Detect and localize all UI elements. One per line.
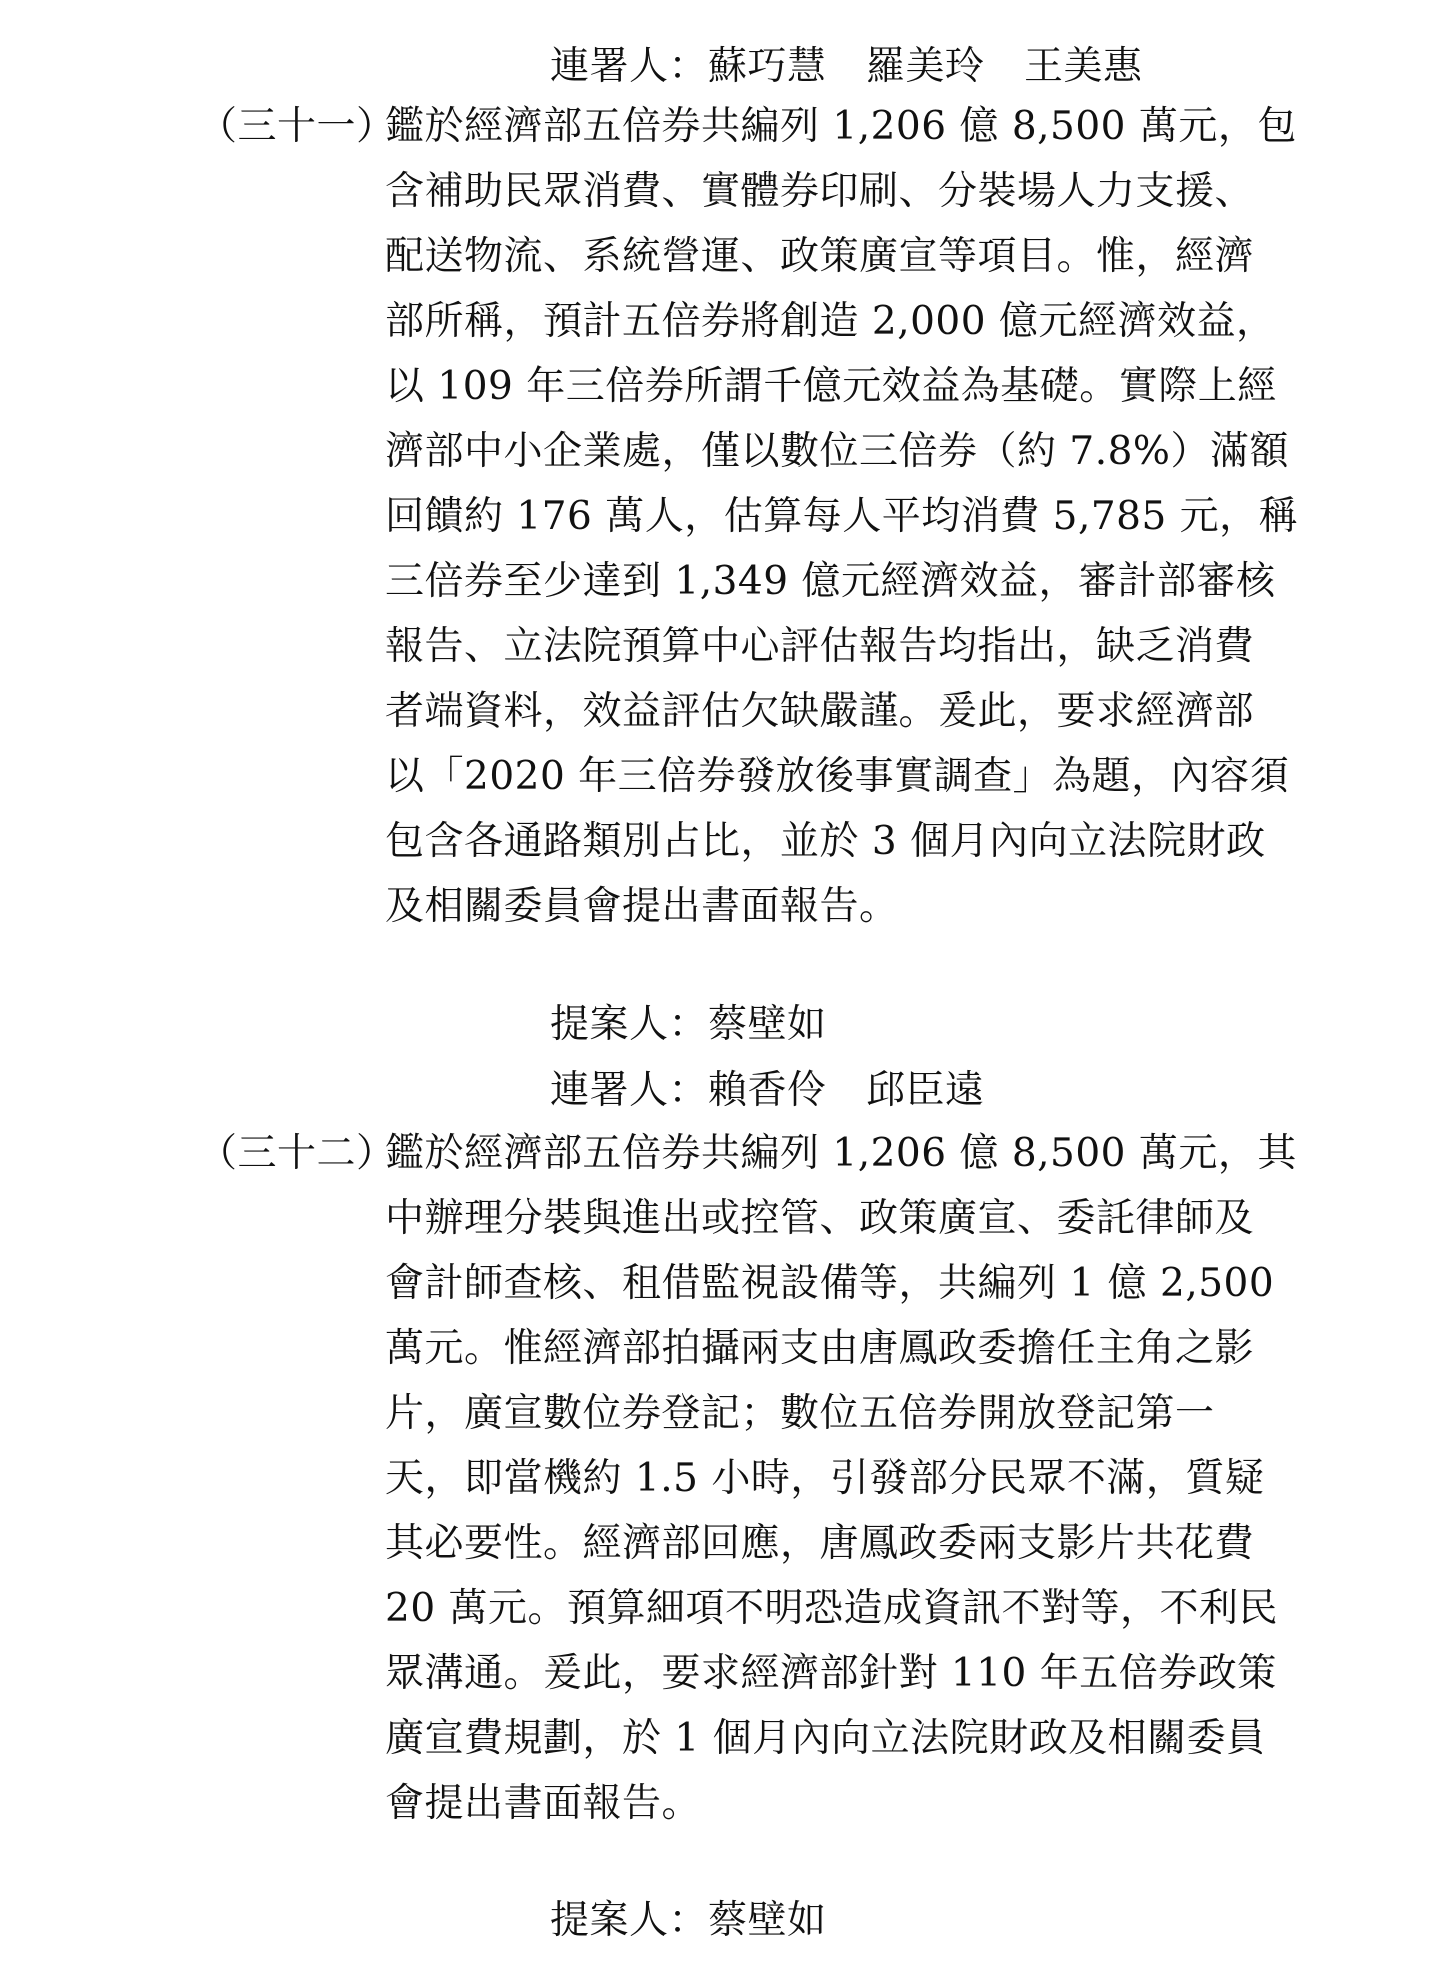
- paragraph-line: 片，廣宣數位券登記；數位五倍券開放登記第一: [385, 1391, 1215, 1436]
- paragraph-line: 回饋約 176 萬人，估算每人平均消費 5,785 元，稱: [385, 494, 1299, 539]
- paragraph-line: 報告、立法院預算中心評估報告均指出，缺乏消費: [385, 624, 1255, 669]
- paragraph-line: 天，即當機約 1.5 小時，引發部分民眾不滿，質疑: [385, 1456, 1265, 1501]
- paragraph-line: 鑑於經濟部五倍券共編列 1,206 億 8,500 萬元，包: [385, 104, 1297, 149]
- paragraph-line: 者端資料，效益評估欠缺嚴謹。爰此，要求經濟部: [385, 689, 1255, 734]
- item-label: （三十二）: [198, 1131, 396, 1176]
- paragraph-line: 會提出書面報告。: [385, 1781, 702, 1826]
- paragraph-line: 鑑於經濟部五倍券共編列 1,206 億 8,500 萬元，其: [385, 1131, 1297, 1176]
- paragraph-line: 三倍券至少達到 1,349 億元經濟效益，審計部審核: [385, 559, 1276, 604]
- cosigners-top: 連署人：蘇巧慧 羅美玲 王美惠: [550, 44, 1143, 89]
- paragraph-line: 及相關委員會提出書面報告。: [385, 884, 899, 929]
- paragraph-line: 會計師查核、租借監視設備等，共編列 1 億 2,500: [385, 1261, 1275, 1306]
- paragraph-line: 其必要性。經濟部回應，唐鳳政委兩支影片共花費: [385, 1521, 1255, 1566]
- paragraph-line: 廣宣費規劃，於 1 個月內向立法院財政及相關委員: [385, 1716, 1266, 1761]
- paragraph-line: 以「2020 年三倍券發放後事實調查」為題，內容須: [385, 754, 1290, 799]
- proposer: 提案人：蔡壁如: [550, 1898, 827, 1943]
- paragraph-line: 包含各通路類別占比，並於 3 個月內向立法院財政: [385, 819, 1266, 864]
- paragraph-line: 部所稱，預計五倍券將創造 2,000 億元經濟效益，: [385, 299, 1276, 344]
- paragraph-line: 萬元。惟經濟部拍攝兩支由唐鳳政委擔任主角之影: [385, 1326, 1255, 1371]
- paragraph-line: 配送物流、系統營運、政策廣宣等項目。惟，經濟: [385, 234, 1255, 279]
- proposer: 提案人：蔡壁如: [550, 1002, 827, 1047]
- item-label: （三十一）: [198, 104, 396, 149]
- cosigners: 連署人：賴香伶 邱臣遠: [550, 1068, 985, 1113]
- paragraph-line: 20 萬元。預算細項不明恐造成資訊不對等，不利民: [385, 1586, 1279, 1631]
- paragraph-line: 眾溝通。爰此，要求經濟部針對 110 年五倍券政策: [385, 1651, 1277, 1696]
- paragraph-line: 含補助民眾消費、實體券印刷、分裝場人力支援、: [385, 169, 1255, 214]
- paragraph-line: 以 109 年三倍券所謂千億元效益為基礎。實際上經: [385, 364, 1277, 409]
- paragraph-line: 中辦理分裝與進出或控管、政策廣宣、委託律師及: [385, 1196, 1255, 1241]
- paragraph-line: 濟部中小企業處，僅以數位三倍券（約 7.8%）滿額: [385, 429, 1289, 474]
